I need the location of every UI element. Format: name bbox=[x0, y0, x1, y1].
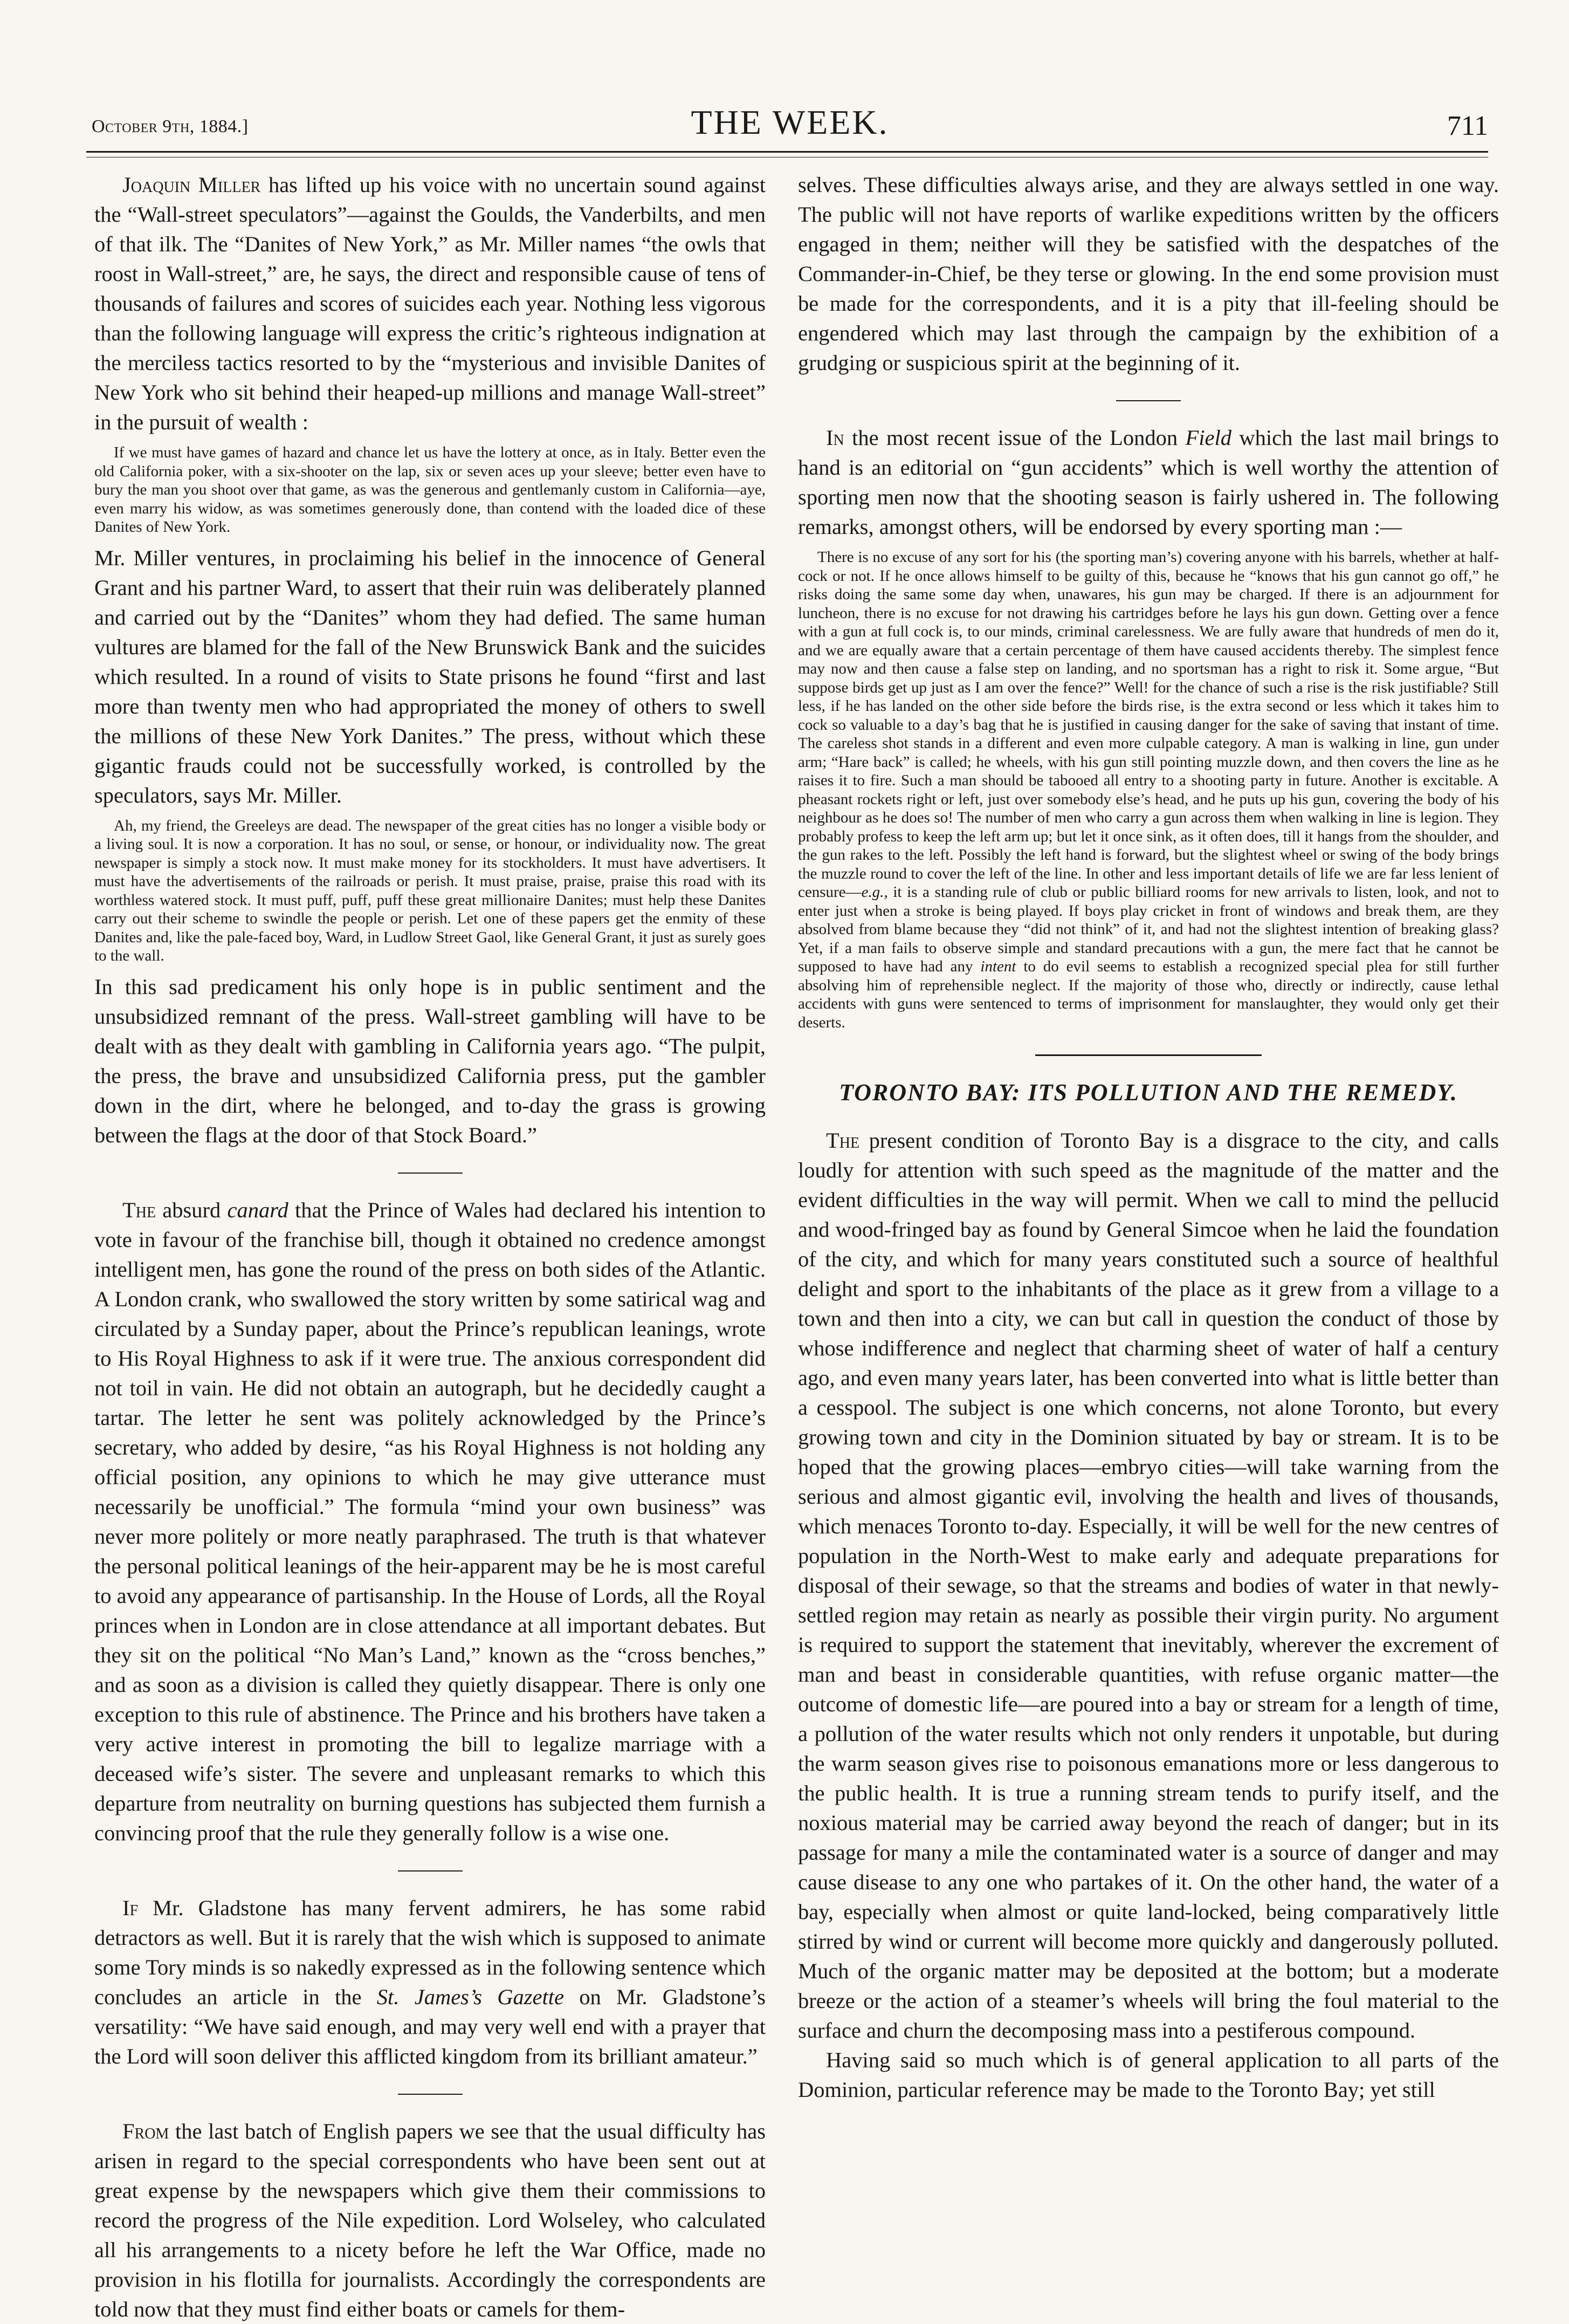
lead-in: If bbox=[122, 1895, 139, 1920]
paragraph-text: absurd bbox=[156, 1197, 228, 1222]
paragraph-text: present condition of Toronto Bay is a disgrace to the city, and calls loudly for attention with such speed as the magnitude of the matter and the evident difficulties in the way will permit. When we call to mind the pellucid and wood-fringed bay as found by General Simcoe when he laid the foundation of the city, and which for many years constituted such a source of healthful delight and sport to the inhabitants of the place as it grew from a village to a town and then into a city, we can but call in question the conduct of those by whose indifference and neglect that charming sheet of water of half a century ago, and even many years later, has been converted into what is little better than a cesspool. The subject is one which concerns, not alone Toronto, but every growing town and city in the Dominion situated by bay or stream. It is to be hoped that the growing places—embryo cities—will take warning from the serious and almost gigantic evil, involving the health and lives of thousands, which menaces Toronto to-day. Especially, it will be well for the new centres of population in the North-West to make early and adequate preparations for disposal of their sewage, so that the streams and bodies of water in that newly-settled region may retain as nearly as possible their virgin purity. No argument is required to support the statement that inevitably, wherever the excrement of man and beast in considerable quantities, with refuse organic matter—the outcome of domestic life—are poured into a bay or stream for a length of time, a pollution of the water results which not only renders it unpotable, but during the warm season gives rise to poisonous emanations more or less dangerous to the public health. It is true a running stream tends to purify itself, and the noxious material may be carried away beyond the reach of danger; but in its passage for many a mile the contaminated water is a source of danger and may cause disease to any one who partakes of it. On the other hand, the water of a bay, especially when almost or quite land-locked, being comparatively little stirred by wind or current will become more quickly and dangerously polluted. Much of the organic matter may be deposited at the bottom; but a moderate breeze or the action of a steamer’s wheels will bring the foul material to the surface and churn the decomposing mass into a pestiferous compound. bbox=[798, 1128, 1499, 2042]
separator-rule bbox=[398, 1173, 463, 1174]
miller-quote-lottery: If we must have games of hazard and chance let us have the lottery at once, as in Italy. Better even the old California poker, with a six-shooter on the lap, six or seven aces up your sleeve; better even have to bury the man you shoot over that game, as was the generous and gentlemanly custom in California—aye, even marry his widow, as was sometimes generously done, than contend with the loaded dice of these Danites of New York. bbox=[94, 444, 766, 536]
page-number: 711 bbox=[1447, 111, 1488, 141]
lead-in: Joaquin Miller bbox=[122, 173, 261, 197]
right-column bbox=[798, 170, 1499, 2104]
paragraph-text: the last batch of English papers we see that the usual difficulty has arisen in regard to the special correspondents who have been sent out at great expense by the newspapers which give them their commissions to record the progress of the Nile expedition. Lord Wolseley, who calculated all his arrangements to a nicety before he left the War Office, made no provision in his flotilla for journalists. Accordingly the correspondents are told now that they must find either boats or camels for them- bbox=[94, 2119, 766, 2321]
miller-grant-paragraph: Mr. Miller ventures, in proclaiming his belief in the innocence of General Grant and his partner Ward, to assert that their ruin was deliberately planned and carried out by the “Danites” whom they had defied. The same human vultures are blamed for the fall of the New Brunswick Bank and the suicides which resulted. In a round of visits to State prisons he found “first and last more than twenty men who had appropriated the money of others to swell the millions of these New York Danites.” The press, without which these gigantic frauds could not be successfully worked, is controlled by the speculators, says Mr. Miller. bbox=[94, 545, 766, 807]
separator-rule bbox=[398, 1870, 463, 1871]
lead-in: The bbox=[122, 1197, 156, 1222]
paragraph-text: on Mr. Gladstone’s versatility: “We have said enough, and may very well end with a prayer that the Lord will soon deliver this afflicted kingdom from its brilliant amateur.” bbox=[94, 1984, 766, 2068]
miller-quote-greeleys: Ah, my friend, the Greeleys are dead. The newspaper of the great cities has no longer a visible body or a living soul. It is now a corporation. It has no soul, or sense, or honour, or individuality now. The great newspaper is simply a stock now. It must make money for its stockholders. It must have advertisers. It must have the advertisements of the railroads or perish. It must praise, praise, praise this road with its worthless watered stock. It must puff, puff, puff these great millionaire Danites; must help these Danites carry out their scheme to swindle the people or perish. Let one of these papers get the enmity of these Danites and, like the pale-faced boy, Ward, in Ludlow Street Gaol, like General Grant, it just as surely goes to the wall. bbox=[94, 817, 766, 964]
masthead-rule bbox=[86, 151, 1488, 157]
section-title: TORONTO BAY: ITS POLLUTION AND THE REMEDY. bbox=[839, 1079, 1458, 1106]
paragraph-text: that the Prince of Wales had declared his intention to vote in favour of the franchise bill, though it obtained no credence amongst intelligent men, has gone the round of the press on both sides of the Atlantic. A London crank, who swallowed the story written by some satirical wag and circulated by a Sunday paper, about the Prince’s republican leanings, wrote to His Royal Highness to ask if it were true. The anxious correspondent did not toil in vain. He did not obtain an autograph, but he decidedly caught a tartar. The letter he sent was politely acknowledged by the Prince’s secretary, who added by desire, “as his Royal Highness is not holding any official position, any opinions to which he may give utterance must necessarily be unofficial.” The formula “mind your own business” was never more politely or more neatly paraphrased. The truth is that whatever the personal political leanings of the heir-apparent may be he is most careful to avoid any appearance of partisanship. In the House of Lords, all the Royal princes when in London are in close attendance at all important debates. But they sit on the political “No Man’s Land,” known as the “cross benches,” and as soon as a division is called they quietly disappear. There is only one exception to this rule of abstinence. The Prince and his brothers have taken a very active interest in promoting the bill to legalize marriage with a deceased wife’s sister. The severe and unpleasant remarks to which this departure from neutrality on burning questions has subjected them furnish a convincing proof that the rule they generally follow is a wise one. bbox=[94, 1197, 766, 1845]
paragraph-text: the most recent issue of the London bbox=[844, 426, 1186, 450]
quote-text: to do evil seems to establish a recognized special plea for still further absolving him of reprehensible neglect. If the majority of those who, directly or indirectly, cause lethal accidents with guns were sentenced to terms of imprisonment for manslaughter, they would only get their deserts. bbox=[798, 958, 1499, 1031]
lead-in: From bbox=[122, 2119, 169, 2143]
predicament-paragraph: In this sad predicament his only hope is in public sentiment and the unsubsidized remnant of the press. Wall-street gambling will have to be dealt with as they dealt with gambling in California years ago. “The pulpit, the press, the brave and unsubsidized California press, put the gambler down in the dirt, where he belonged, and to-day the grass is growing between the flags at the door of that Stock Board.” bbox=[94, 974, 766, 1147]
issue-date: October 9th, 1884.] bbox=[92, 116, 249, 136]
paragraph-text: which the last mail brings to hand is an editorial on “gun accidents” which is well worthy the attention of sporting men now that the shooting season is fairly ushered in. The following remarks, amongst others, will be endorsed by every sporting man :— bbox=[798, 426, 1499, 539]
miller-paragraph bbox=[94, 170, 766, 437]
field-quote bbox=[798, 548, 1499, 1032]
prince-of-wales-paragraph bbox=[94, 1195, 766, 1848]
emphasis: intent bbox=[980, 958, 1016, 975]
quote-text: There is no excuse of any sort for his (the sporting man’s) covering anyone with his barrels, whether at half-cock or not. If he once allows himself to be guilty of this, because he “knows that his gun cannot go off,” he risks doing the same some day when, unawares, his gun may be charged. If there is an adjournment for luncheon, there is no excuse for not drawing his cartridges before he lays his gun down. Getting over a fence with a gun at full cock is, to our minds, criminal carelessness. We are fully aware that hundreds of men do it, and we are equally aware that a certain percentage of them have caused accidents thereby. The simplest fence may now and then cause a false step on landing, and no sportsman has a right to risk it. Some argue, “But suppose birds get up just as I am over the fence?” Well! for the chance of such a rise is the risk justifiable? Still less, if he has landed on the other side before the birds rise, is the extra second or less which it takes him to cock so valuable to a day’s bag that he is justified in causing danger for the sake of saving that instant of time. The careless shot stands in a different and even more culpable category. A man is walking in line, gun under arm; “Hare back” is called; he wheels, with his gun still pointing muzzle down, and then covers the line as he raises it to fire. Such a man should be tabooed all entry to a shooting party in future. Another is excitable. A pheasant rockets right or left, just over somebody else’s head, and he puts up his gun, covering the body of his neighbour as he does so! The number of men who carry a gun across them when walking in line is legion. They probably profess to keep the left arm up; but let it once sink, as it often does, till it hangs from the shoulder, and the gun rakes to the left. Possibly the left hand is forward, but the slightest wheel or swing of the body brings the muzzle round to cover the left of the line. In other and less important details of life we are far less lenient of censure— bbox=[798, 549, 1499, 901]
emphasis: e.g. bbox=[861, 883, 884, 901]
emphasis: canard bbox=[227, 1197, 288, 1222]
emphasis: St. James’s Gazette bbox=[376, 1984, 564, 2009]
publication-title: THE WEEK. bbox=[691, 103, 889, 141]
lead-in: The bbox=[826, 1128, 860, 1153]
quote-text: , it is a standing rule of club or public billiard rooms for new arrivals to listen, look, and not to enter just when a stroke is being played. If boys play cricket in front of windows and break them, are they absolved from blame because they “did not think” of it, and had not the slightest intention of breaking glass? Yet, if a man fails to observe simple and standard precautions with a gun, the mere fact that he cannot be supposed to have had any bbox=[798, 883, 1499, 975]
paragraph-text: has lifted up his voice with no uncertain sound against the “Wall-street speculators”—against the Goulds, the Vanderbilts, and men of that ilk. The “Danites of New York,” as Mr. Miller names “the owls that roost in Wall-street,” are, he says, the direct and responsible cause of tens of thousands of failures and scores of suicides each year. Nothing less vigorous than the following language will express the critic’s righteous indignation at the merciless tactics resorted to by the “mysterious and invisible Danites of New York who sit behind their heaped-up millions and manage Wall-street” in the pursuit of wealth : bbox=[94, 173, 766, 434]
section-rule bbox=[1035, 1054, 1262, 1056]
gladstone-paragraph bbox=[94, 1893, 766, 2071]
separator-rule bbox=[1116, 400, 1181, 401]
correspondents-continued-paragraph: selves. These difficulties always arise, and they are always settled in one way. The public will not have reports of warlike expeditions written by the officers engaged in them; neither will they be satisfied with the despatches of the Commander-in-Chief, be they terse or glowing. In the end some provision must be made for the correspondents, and it is a pity that ill-feeling should be engendered which may last through the campaign by the exhibition of a grudging or suspicious spirit at the beginning of it. bbox=[798, 173, 1499, 375]
lead-in: In bbox=[826, 426, 844, 450]
toronto-bay-closing-paragraph: Having said so much which is of general application to all parts of the Dominion, particular reference may be made to the Toronto Bay; yet still bbox=[798, 2048, 1499, 2102]
masthead bbox=[92, 102, 1488, 151]
gun-accidents-paragraph bbox=[798, 423, 1499, 541]
left-column bbox=[94, 170, 766, 2324]
emphasis: Field bbox=[1185, 426, 1231, 450]
toronto-bay-paragraph bbox=[798, 1126, 1499, 2045]
paragraph-text: Mr. Gladstone has many fervent admirers, he has some rabid detractors as well. But it is rarely that the wish which is supposed to animate some Tory minds is so nakedly expressed as in the following sentence which concludes an article in the bbox=[94, 1895, 766, 2009]
separator-rule bbox=[398, 2094, 463, 2095]
correspondents-paragraph bbox=[94, 2116, 766, 2324]
